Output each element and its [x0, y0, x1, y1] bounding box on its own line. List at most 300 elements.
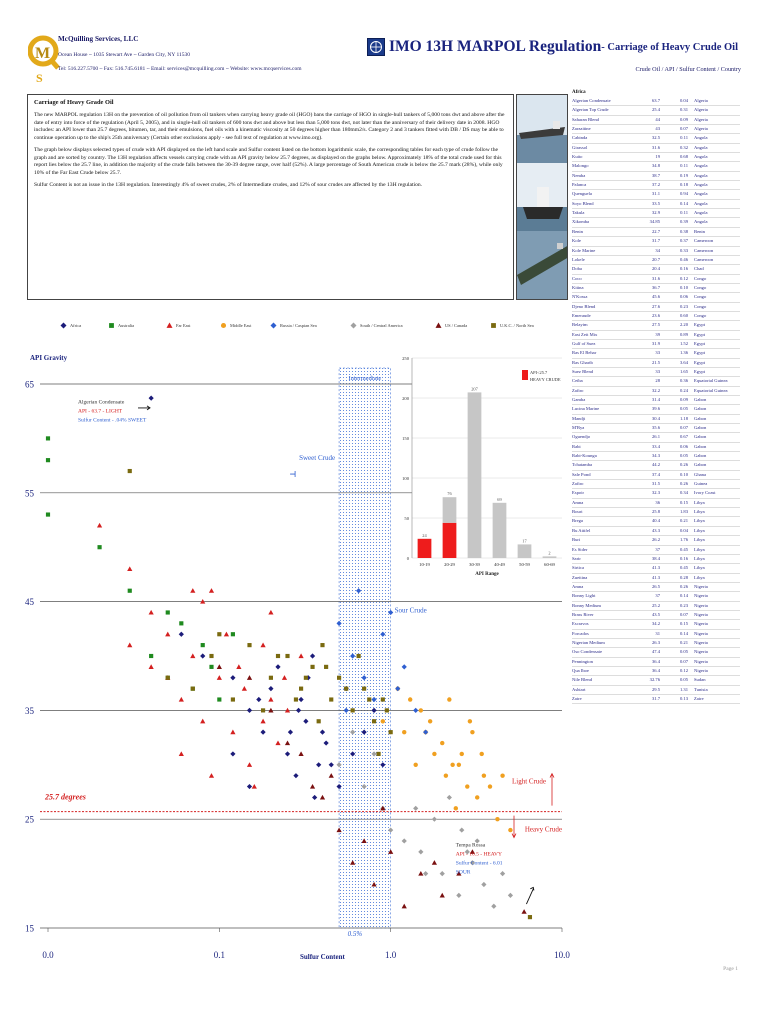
crude-name: Sirtica: [572, 565, 584, 571]
api-value: 27.6: [651, 303, 660, 309]
bar-category-label: 30-39: [469, 562, 480, 567]
api-value: 20.4: [651, 266, 660, 272]
data-point-u-k-c-north-sea: [385, 708, 389, 712]
data-point-far-east: [179, 697, 184, 702]
legend-swatch: [491, 323, 496, 328]
crude-name: Escravos: [572, 621, 589, 627]
country-name: Gabon: [694, 406, 707, 412]
api-value: 31.9: [651, 340, 660, 346]
crude-name: Rabi-Kounga: [572, 453, 597, 459]
data-point-africa: [247, 784, 252, 789]
country-name: Egypt: [694, 322, 705, 328]
api-value: 33.4: [651, 443, 660, 449]
country-name: Ghana: [694, 471, 706, 477]
svg-text:M: M: [35, 45, 51, 62]
crude-name: Girassol: [572, 144, 588, 150]
sulfur-value: 0.67: [679, 434, 688, 440]
sulfur-value: 0.45: [679, 565, 688, 571]
api-value: 35.6: [651, 425, 660, 431]
document-subtitle: - Carriage of Heavy Crude Oil: [601, 41, 738, 53]
table-row: [572, 275, 740, 284]
sulfur-value: 0.45: [679, 546, 688, 552]
table-row: [572, 237, 740, 246]
data-point-far-east: [127, 566, 132, 571]
data-point-africa: [149, 396, 154, 401]
data-point-far-east: [149, 610, 154, 615]
data-point-australia: [46, 458, 50, 462]
country-name: Angola: [694, 144, 708, 150]
country-name: Tunisia: [694, 686, 708, 692]
data-point-us-canada: [440, 893, 445, 898]
data-point-south-central-america: [508, 893, 513, 898]
document-header: [367, 38, 738, 56]
crude-name: Kuito: [572, 154, 583, 160]
data-point-far-east: [275, 740, 280, 745]
country-name: Algeria: [694, 107, 708, 113]
country-name: Libya: [694, 518, 705, 524]
data-point-u-k-c-north-sea: [351, 708, 355, 712]
data-point-middle-east: [428, 719, 432, 723]
sulfur-value: 0.32: [679, 144, 688, 150]
table-row: [572, 284, 740, 293]
company-name: McQuilling Services, LLC: [58, 35, 139, 43]
country-name: Gabon: [694, 415, 707, 421]
crude-name: Oguendjo: [572, 434, 591, 440]
sulfur-value: 0.18: [679, 182, 688, 188]
crude-name: Bonny Light: [572, 593, 596, 599]
data-point-us-canada: [310, 784, 315, 789]
api-value: 40.4: [651, 518, 660, 524]
data-point-africa: [298, 697, 303, 702]
sulfur-value: 0.07: [679, 611, 688, 617]
data-point-u-k-c-north-sea: [191, 687, 195, 691]
crude-name: Malongo: [572, 163, 589, 169]
data-point-us-canada: [320, 795, 325, 800]
data-point-far-east: [242, 686, 247, 691]
sulfur-value: 2.20: [679, 322, 688, 328]
data-point-south-central-america: [440, 871, 445, 876]
data-point-u-k-c-north-sea: [324, 665, 328, 669]
country-name: Angola: [694, 163, 708, 169]
data-point-u-k-c-north-sea: [317, 719, 321, 723]
data-point-australia: [179, 621, 183, 625]
crude-name: Kole Marine: [572, 247, 596, 253]
api-value: 26.5: [651, 583, 660, 589]
crude-name: Ashtart: [572, 686, 586, 692]
crude-name: Qua Iboe: [572, 667, 589, 673]
table-row: [572, 116, 740, 125]
bar-y-tick-label: 150: [402, 436, 409, 441]
crude-name: Rabi: [572, 443, 581, 449]
sulfur-value: 0.89: [679, 331, 688, 337]
light-crude-label: Light Crude: [511, 777, 546, 786]
bar-category-label: 10-19: [419, 562, 430, 567]
y-tick-label: 35: [25, 705, 34, 716]
sulfur-value: 0.09: [679, 397, 688, 402]
crude-name: Saharan Blend: [572, 116, 599, 122]
api-value: 31.4: [651, 397, 660, 402]
legend-swatch: [271, 323, 277, 329]
api-value: 19: [655, 154, 660, 160]
data-point-u-k-c-north-sea: [209, 654, 213, 658]
band-percent-label: 0.5%: [347, 930, 363, 938]
data-point-africa: [230, 751, 235, 756]
data-point-australia: [149, 654, 153, 658]
crude-name: Bu Attifel: [572, 527, 591, 533]
x-tick-label: 1.0: [385, 950, 397, 960]
crude-name: Pennington: [572, 658, 593, 664]
api-value: 32.76: [649, 677, 660, 683]
sulfur-value: 0.04: [679, 527, 688, 533]
country-name: Nigeria: [694, 621, 708, 627]
legend-swatch: [351, 323, 357, 329]
data-point-russia-caspian-sea: [413, 708, 418, 713]
data-point-australia: [97, 545, 101, 549]
sulfur-value: 1.18: [679, 415, 688, 421]
data-point-u-k-c-north-sea: [128, 469, 132, 473]
country-name: Sudan: [694, 677, 706, 683]
crude-name: Djeno Blend: [572, 303, 596, 309]
chart-legend: [60, 322, 534, 334]
data-point-us-canada: [217, 664, 222, 669]
api-value: 41.3: [651, 574, 660, 580]
data-point-u-k-c-north-sea: [362, 687, 366, 691]
sulfur-value: 0.24: [679, 387, 688, 393]
crude-name: Gamba: [572, 397, 586, 402]
api-value: 21.5: [651, 359, 660, 365]
data-point-u-k-c-north-sea: [381, 697, 385, 701]
sulfur-value: 0.07: [679, 126, 688, 132]
sulfur-value: 0.94: [679, 191, 688, 197]
api-value: 41.3: [651, 565, 660, 571]
bar-10-19: [418, 539, 432, 558]
x-tick-label: 0.1: [213, 950, 225, 960]
crude-name: Es Sider: [572, 546, 588, 552]
bar-legend-line2: HEAVY CRUDE: [530, 377, 561, 382]
data-point-far-east: [260, 719, 265, 724]
tempa-callout-line: API - 16.5 - HEAVY: [455, 851, 503, 858]
light-arrow-icon: [550, 774, 554, 806]
data-point-africa: [275, 664, 280, 669]
data-point-south-central-america: [481, 882, 486, 887]
crude-name: Xikomba: [572, 219, 590, 225]
api-value: 29.5: [651, 686, 660, 692]
api-value: 26.2: [651, 537, 660, 543]
legend-item: [350, 322, 403, 329]
api-value: 47.4: [651, 649, 660, 655]
intermediate-label: Intermediate: [348, 375, 382, 382]
api-value: 33: [655, 368, 660, 374]
data-point-middle-east: [468, 719, 472, 723]
data-point-u-k-c-north-sea: [217, 632, 221, 636]
data-point-africa: [247, 708, 252, 713]
table-row: [572, 190, 740, 199]
country-name: Guinea: [694, 481, 708, 487]
api-value: 28: [655, 378, 660, 384]
legend-item: [220, 322, 251, 329]
data-point-far-east: [282, 675, 287, 680]
data-point-middle-east: [413, 763, 417, 767]
data-point-far-east: [97, 523, 102, 528]
data-point-middle-east: [495, 817, 499, 821]
country-name: Angola: [694, 154, 708, 160]
api-value: 31.6: [651, 144, 660, 150]
api-value: 38.4: [651, 555, 660, 561]
data-point-u-k-c-north-sea: [285, 654, 289, 658]
bar-y-tick-label: 50: [404, 516, 409, 521]
country-name: Angola: [694, 172, 708, 178]
sulfur-value: 0.16: [679, 266, 688, 272]
data-point-u-k-c-north-sea: [261, 708, 265, 712]
country-name: Egypt: [694, 350, 705, 356]
api-value: 32.5: [651, 135, 660, 141]
data-point-africa: [293, 773, 298, 778]
sulfur-value: 0.10: [679, 284, 688, 290]
country-name: Libya: [694, 537, 705, 543]
country-name: Gabon: [694, 453, 707, 459]
data-point-south-central-america: [423, 871, 428, 876]
crude-name: Ras Gharib: [572, 359, 593, 365]
data-point-u-k-c-north-sea: [247, 643, 251, 647]
legend-item: [108, 322, 134, 329]
sour-crude-label: Sour Crude: [394, 606, 427, 615]
legend-swatch: [61, 323, 67, 329]
country-name: Nigeria: [694, 630, 708, 636]
api-value: 33.5: [651, 200, 660, 206]
intermediate-band: [339, 368, 391, 928]
data-point-far-east: [298, 653, 303, 658]
sulfur-value: 0.06: [679, 443, 688, 449]
crude-name: Kitina: [572, 284, 584, 290]
country-name: Angola: [694, 219, 708, 225]
crude-name: Brass River: [572, 611, 594, 617]
crude-name: M'Bya: [572, 425, 585, 431]
crude-name: Nile Blend: [572, 677, 593, 683]
country-name: Gabon: [694, 443, 707, 449]
sulfur-value: 0.12: [679, 667, 688, 673]
api-value: 43.3: [651, 527, 660, 533]
intro-heading: Carriage of Heavy Grade Oil: [34, 99, 114, 106]
table-row: [572, 209, 740, 218]
data-point-middle-east: [381, 719, 385, 723]
crude-name: Brega: [572, 518, 583, 524]
data-point-us-canada: [432, 860, 437, 865]
table-row: [572, 228, 740, 237]
legend-item: [60, 322, 81, 329]
data-point-middle-east: [450, 763, 454, 767]
tempa-callout-line: SOUR: [455, 869, 471, 876]
bar-category-label: 40-49: [494, 562, 505, 567]
api-value: 37.4: [651, 471, 660, 477]
crude-name: Palanca: [572, 182, 587, 188]
data-point-south-central-america: [459, 827, 464, 832]
data-point-u-k-c-north-sea: [389, 730, 393, 734]
data-point-middle-east: [408, 697, 412, 701]
data-point-u-k-c-north-sea: [304, 676, 308, 680]
sulfur-value: 0.60: [679, 312, 688, 318]
country-name: Congo: [694, 303, 707, 309]
data-point-australia: [46, 512, 50, 516]
country-name: Angola: [694, 135, 708, 141]
legend-item: [166, 322, 191, 329]
sulfur-value: 0.12: [679, 275, 688, 281]
crude-name: Nigerian Medium: [572, 639, 605, 645]
page-number: Page 1: [723, 966, 738, 972]
document-title: IMO 13H MARPOL Regulation: [388, 38, 602, 55]
y-tick-label: 65: [25, 379, 34, 390]
legend-swatch: [436, 323, 442, 328]
algerian-callout-line: Algerian Condensate: [78, 399, 125, 406]
api-value: 30.4: [651, 415, 660, 421]
data-point-africa: [320, 730, 325, 735]
sulfur-value: 0.34: [679, 490, 688, 496]
data-point-u-k-c-north-sea: [367, 697, 371, 701]
data-point-u-k-c-north-sea: [329, 697, 333, 701]
sulfur-value: 0.21: [679, 639, 688, 645]
table-row: [572, 247, 740, 256]
crude-name: Benin: [572, 228, 583, 234]
country-name: Nigeria: [694, 667, 708, 673]
crude-name: Nemba: [572, 172, 586, 178]
data-point-u-k-c-north-sea: [276, 654, 280, 658]
table-row: [572, 265, 740, 274]
data-point-middle-east: [488, 784, 492, 788]
api-value: 34: [655, 247, 660, 253]
bar-total-label: 76: [447, 491, 452, 497]
crude-name: Zafiro: [572, 387, 584, 393]
intro-paragraph-2: The graph below displays selected types of crude with API displayed on the left hand scale and Sulfur content listed on the bottom logarithmic scale, the corresponding tables for each type of crude follow the graph and are sorted by country. The 13H regulation affects vessels carrying crude with an API gravity below 25.7 degrees, as displayed on the graphs below. Approximately 18% of the total crude used for this report lies below the 25.7 line, in addition the majority of the crude falls between the 30-39 degree range, over half (52%). A large percentage of South American crude is below the 25.7 mark (28%), while only 10% of the Far East Crude below 25.7.: [34, 147, 503, 176]
table-caption: Crude Oil / API / Sulfur Content / Country: [635, 66, 741, 73]
crude-name: Coco: [572, 275, 582, 281]
table-region-title: Africa: [572, 90, 586, 95]
crude-name: Kole: [572, 238, 581, 244]
api-value: 31: [655, 630, 660, 636]
x-axis-label: Sulfur Content: [300, 953, 345, 961]
imo-emblem-icon: [367, 38, 385, 56]
country-name: Gabon: [694, 425, 707, 431]
tempa-arrow-icon: [526, 887, 533, 904]
legend-label: Middle East: [230, 323, 252, 328]
crude-name: Ras El Behar: [572, 350, 597, 356]
data-point-us-canada: [247, 675, 252, 680]
sulfur-value: 0.19: [679, 172, 688, 178]
crude-name: Espoir: [572, 490, 584, 496]
bar-total-label: 207: [471, 386, 478, 392]
api-value: 34.2: [651, 621, 660, 627]
table-row: [572, 218, 740, 227]
data-point-far-east: [268, 610, 273, 615]
country-name: Gabon: [694, 434, 707, 440]
sulfur-value: 0.05: [679, 406, 688, 412]
data-point-south-central-america: [491, 904, 496, 909]
table-row: [572, 181, 740, 190]
data-point-us-canada: [285, 740, 290, 745]
legend-item: [490, 322, 534, 329]
data-point-australia: [128, 589, 132, 593]
data-point-middle-east: [500, 773, 504, 777]
data-point-africa: [329, 762, 334, 767]
api-value: 34.8: [651, 163, 660, 169]
bar-y-tick-label: 200: [402, 396, 409, 401]
data-point-middle-east: [475, 795, 479, 799]
sulfur-value: 0.14: [679, 200, 688, 206]
data-point-far-east: [190, 588, 195, 593]
crude-name: Amna: [572, 499, 584, 505]
table-row: [572, 293, 740, 302]
data-point-russia-caspian-sea: [402, 664, 407, 669]
data-point-u-k-c-north-sea: [344, 687, 348, 691]
api-value: 25.4: [651, 107, 660, 113]
sulfur-value: 0.07: [679, 425, 688, 431]
api-value: 36.4: [651, 658, 660, 664]
sulfur-value: 0.05: [679, 677, 688, 683]
legend-label: Africa: [70, 323, 82, 328]
y-tick-label: 55: [25, 488, 34, 499]
country-name: Congo: [694, 294, 707, 300]
bar-y-tick-label: 0: [406, 556, 409, 561]
sulfur-value: 0.46: [679, 256, 688, 262]
legend-label: Russia / Caspian Sea: [280, 323, 317, 328]
x-tick-label: 10.0: [554, 950, 570, 960]
api-value: 39: [655, 331, 660, 337]
data-point-africa: [296, 708, 301, 713]
data-point-far-east: [247, 762, 252, 767]
table-row: [572, 125, 740, 134]
country-name: Egypt: [694, 359, 705, 365]
country-name: Libya: [694, 509, 705, 515]
table-row: [572, 312, 740, 321]
data-point-africa: [312, 795, 317, 800]
data-point-u-k-c-north-sea: [376, 752, 380, 756]
data-point-u-k-c-north-sea: [372, 719, 376, 723]
crude-name: Bonny Medium: [572, 602, 601, 608]
tempa-callout-line: Sulfur Content - 6.01: [455, 860, 503, 867]
sulfur-value: 0.06: [679, 294, 688, 300]
sulfur-value: 0.14: [679, 630, 688, 636]
bar-category-label: 20-29: [444, 562, 455, 567]
crude-name: Ceiba: [572, 378, 583, 384]
bar-total-label: 69: [497, 496, 502, 502]
country-name: Libya: [694, 555, 705, 561]
country-name: Egypt: [694, 368, 705, 374]
data-point-africa: [256, 697, 261, 702]
country-name: Nigeria: [694, 593, 708, 599]
api-value: 44.2: [651, 462, 660, 468]
data-point-australia: [201, 643, 205, 647]
sulfur-value: 0.09: [679, 116, 688, 122]
country-name: Nigeria: [694, 611, 708, 617]
country-name: Congo: [694, 312, 707, 318]
country-name: Nigeria: [694, 649, 708, 655]
legend-label: Far East: [176, 323, 191, 328]
data-point-south-central-america: [500, 871, 505, 876]
sulfur-value: 1.65: [679, 368, 688, 374]
sulfur-value: 0.05: [679, 649, 688, 655]
table-row: [572, 331, 740, 340]
legend-label: US / Canada: [445, 323, 468, 328]
y-tick-label: 15: [25, 923, 34, 934]
table-row: [572, 321, 740, 330]
data-point-middle-east: [454, 806, 458, 810]
api-value: 31.7: [651, 238, 660, 244]
data-point-russia-caspian-sea: [423, 730, 428, 735]
table-row: [572, 200, 740, 209]
data-point-us-canada: [402, 904, 407, 909]
table-row: [572, 172, 740, 181]
data-point-australia: [231, 632, 235, 636]
crude-name: Mandji: [572, 415, 586, 421]
legend-swatch: [221, 323, 226, 328]
